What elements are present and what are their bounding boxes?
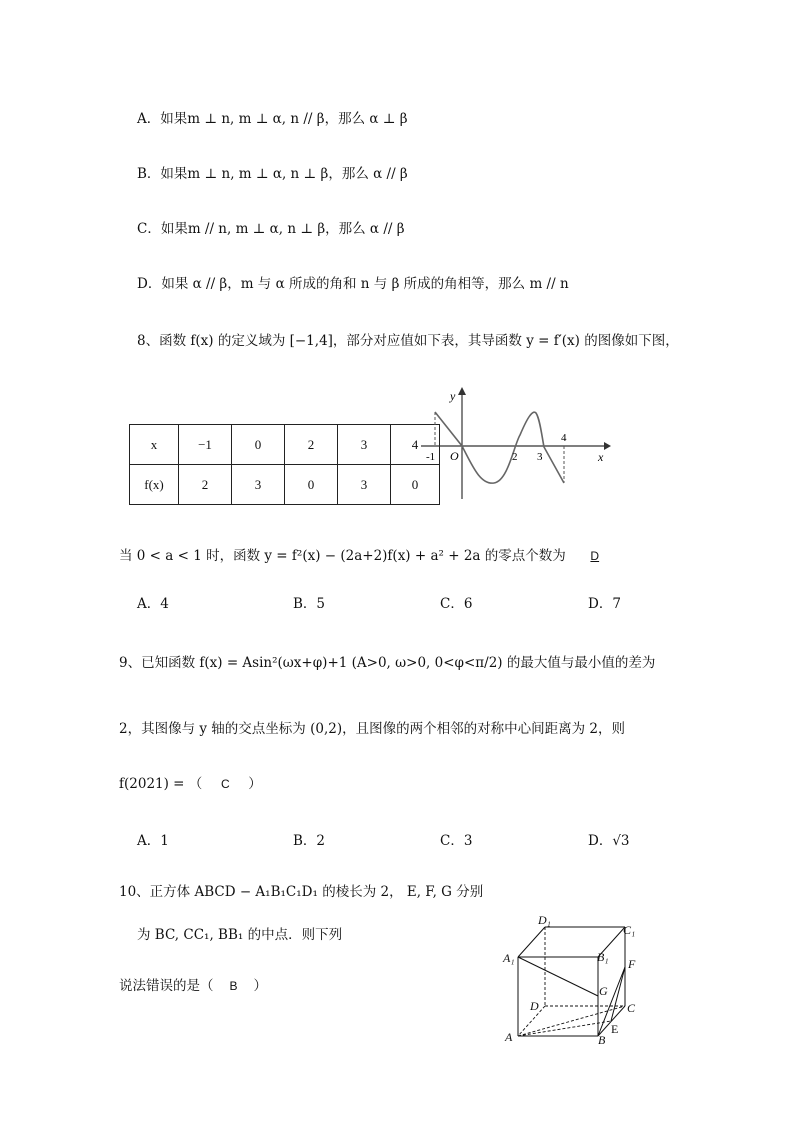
q10-stem-line1: 10、正方体 ABCD − A₁B₁C₁D₁ 的棱长为 2， E, F, G 分别: [119, 884, 484, 900]
tick-label: -1: [426, 451, 436, 463]
q7-option-a: A．如果m ⊥ n, m ⊥ α, n // β，那么 α ⊥ β: [137, 111, 408, 127]
q10-stem-line2: 为 BC, CC₁, BB₁ 的中点．则下列: [137, 927, 343, 943]
q9-option-d: D．√3: [588, 833, 630, 849]
label-a: A: [505, 1030, 513, 1044]
q7-option-b: B．如果m ⊥ n, m ⊥ α, n ⊥ β，那么 α // β: [137, 166, 408, 182]
table-cell: 0: [232, 425, 285, 465]
label-c: C: [627, 1001, 636, 1015]
q7-option-c: C．如果m // n, m ⊥ α, n ⊥ β，那么 α // β: [137, 221, 405, 237]
table-cell: f(x): [130, 465, 179, 505]
label-g: G: [599, 984, 608, 998]
label-a1: A₁: [503, 951, 515, 965]
label-b: B: [598, 1033, 606, 1047]
q10-stem-pre: 说法错误的是（: [119, 978, 214, 994]
table-cell: 0: [391, 465, 440, 505]
q9-stem-pre: f(2021) = （: [119, 776, 203, 792]
q9-answer: C: [220, 777, 230, 791]
table-cell: x: [130, 425, 179, 465]
q9-option-a: A．1: [137, 833, 169, 849]
tick-label: 4: [561, 432, 567, 444]
table-cell: −1: [179, 425, 232, 465]
segment-a1-g: [518, 957, 598, 996]
table-cell: 2: [179, 465, 232, 505]
label-d: D: [530, 999, 539, 1013]
derivative-curve: [435, 412, 564, 483]
q8-followup-text: 当 0 < a < 1 时，函数 y = f²(x) − (2a+2)f(x) + a² + 2a 的零点个数为: [119, 548, 566, 564]
q8-stem: 8、函数 f(x) 的定义域为 [−1,4]，部分对应值如下表，其导函数 y = f′(x) 的图像如下图，: [137, 333, 679, 349]
q8-followup: [119, 544, 624, 564]
table-cell: 0: [285, 465, 338, 505]
table-cell: 4: [391, 425, 440, 465]
q8-option-b: B．5: [293, 596, 326, 612]
table-cell: 3: [338, 465, 391, 505]
label-d1: D₁: [538, 913, 551, 927]
tick-label: 2: [512, 451, 518, 463]
q10-stem-line3: [119, 974, 267, 994]
q9-stem-line2: 2，其图像与 y 轴的交点坐标为 (0,2)，且图像的两个相邻的对称中心间距离为 2，则: [119, 721, 625, 737]
y-axis-arrow: [458, 387, 466, 395]
table-cell: 3: [338, 425, 391, 465]
segment-e-f: [611, 967, 625, 1021]
q7-option-d: D．如果 α // β，m 与 α 所成的角和 n 与 β 所成的角相等，那么 m // n: [137, 276, 569, 292]
q9-stem-line1: 9、已知函数 f(x) = Asin²(ωx+φ)+1 (A>0, ω>0, 0<φ<π/2) 的最大值与最小值的差为: [119, 655, 656, 671]
label-c1: C₁: [623, 923, 636, 937]
q8-option-a: A．4: [137, 596, 169, 612]
edge: [518, 927, 545, 957]
q8-option-d: D．7: [588, 596, 621, 612]
table-cell: 3: [232, 465, 285, 505]
table-row: [130, 465, 440, 505]
q10-answer: B: [229, 979, 238, 993]
cube-figure: [500, 912, 645, 1047]
value-table: [129, 424, 440, 505]
tick-label: 3: [537, 451, 543, 463]
derivative-graph: [416, 385, 611, 503]
label-b1: B₁: [597, 950, 609, 964]
origin-label: O: [450, 449, 459, 463]
table-cell: 2: [285, 425, 338, 465]
q9-option-c: C．3: [440, 833, 473, 849]
q9-stem-post: ）: [248, 776, 262, 792]
q9-stem-line3: [119, 772, 262, 792]
label-f: F: [628, 957, 636, 971]
q9-option-b: B．2: [293, 833, 326, 849]
x-label: x: [598, 450, 604, 464]
label-e: E: [611, 1022, 619, 1036]
q10-stem-post: ）: [253, 978, 267, 994]
table-row: [130, 425, 440, 465]
q8-answer: D: [590, 549, 600, 563]
q8-option-c: C．6: [440, 596, 473, 612]
y-label: y: [450, 389, 456, 403]
x-axis-arrow: [604, 442, 611, 450]
